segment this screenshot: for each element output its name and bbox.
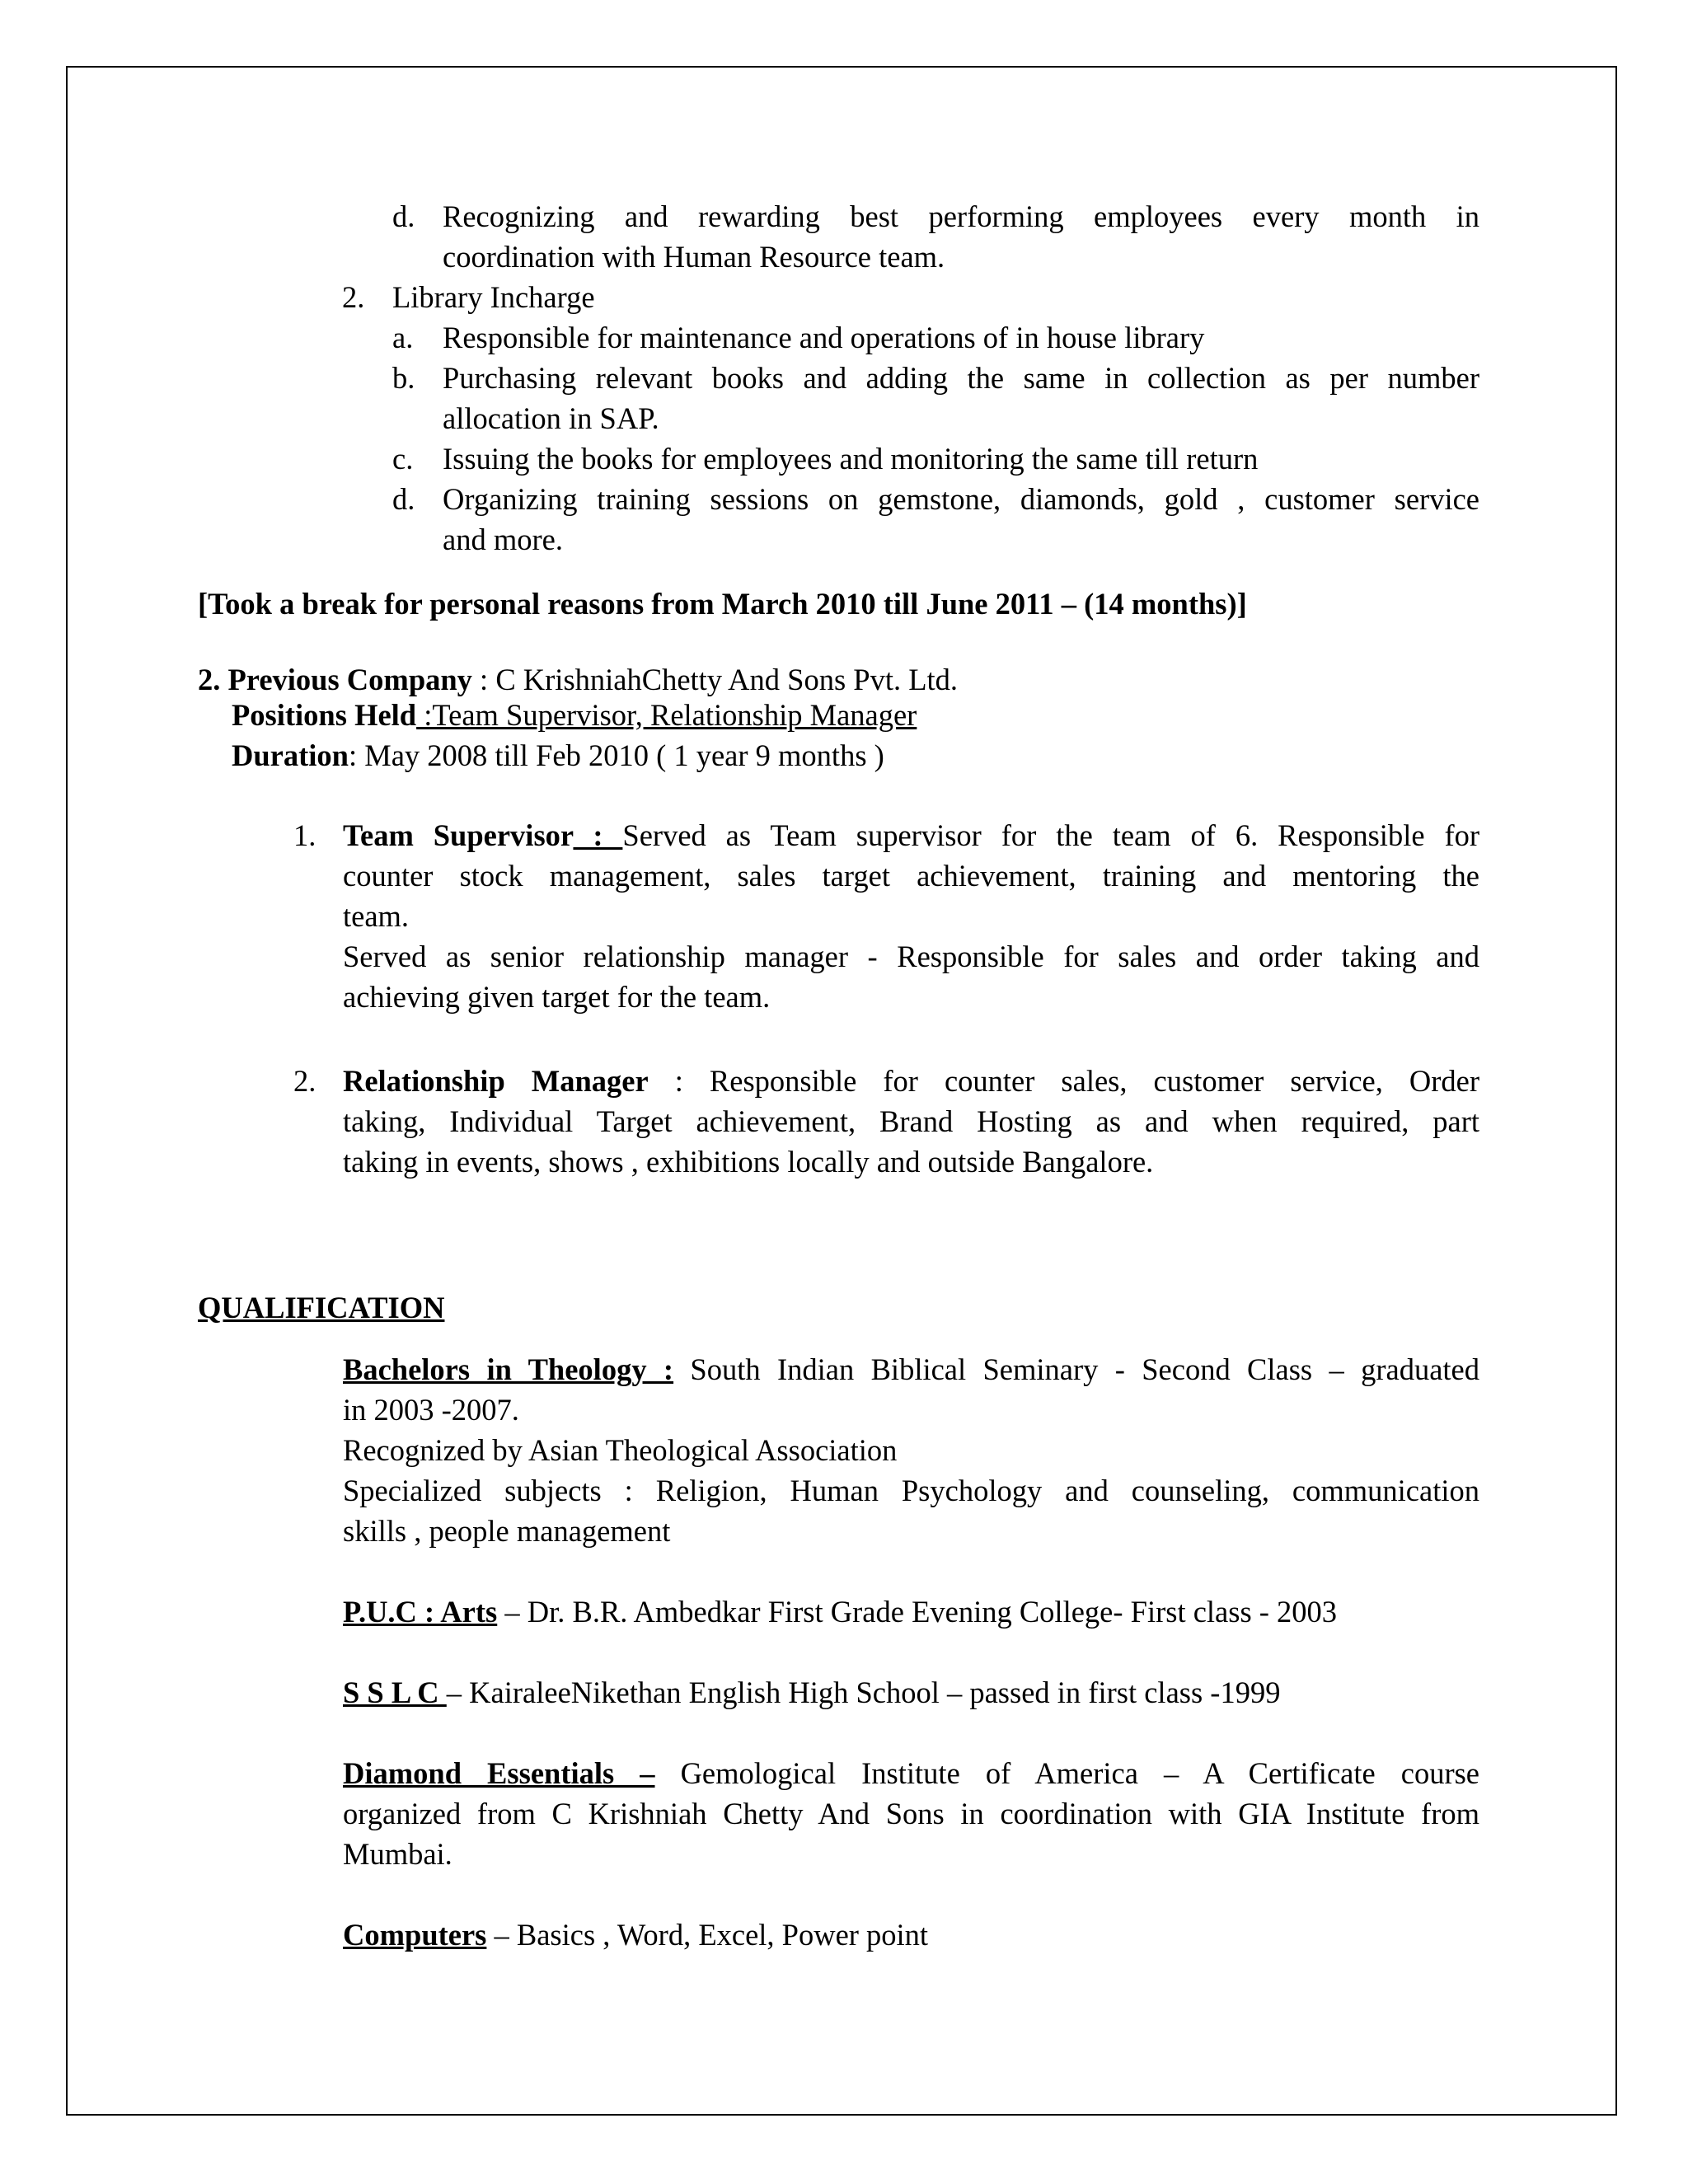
qualification-detail: – Basics , Word, Excel, Power point — [486, 1918, 929, 1952]
previous-company-line — [198, 659, 958, 700]
qualification-detail: organized from C Krishniah Chetty And Sons in coordination with GIA Institute from — [343, 1797, 1479, 1830]
duration-label: Duration — [232, 738, 349, 772]
role-team-supervisor-line — [343, 815, 1479, 855]
qualification-label: Computers — [343, 1918, 487, 1952]
list-item-text: Recognizing and rewarding best performing employees every month in — [443, 199, 1479, 233]
duration-line — [232, 735, 884, 776]
qualification-theology-line — [343, 1349, 1479, 1390]
list-item-text: Purchasing relevant books and adding the same in collection as per number — [443, 361, 1479, 395]
qualification-label: P.U.C : Arts — [343, 1595, 498, 1629]
role-description: team. — [343, 899, 410, 933]
qualification-puc-line — [343, 1591, 1337, 1632]
list-number: 1. — [293, 818, 316, 852]
qualification-label: S S L C — [343, 1675, 447, 1709]
qualification-detail: Recognized by Asian Theological Association — [343, 1433, 898, 1467]
role-description: Served as senior relationship manager - Responsible for sales and order taking and — [343, 940, 1479, 973]
positions-label: Positions Held — [232, 698, 417, 732]
positions-line — [232, 695, 917, 735]
list-marker: b. — [392, 361, 415, 395]
list-item-text: coordination with Human Resource team. — [443, 240, 945, 274]
library-title: Library Incharge — [392, 280, 595, 314]
qualification-heading: QUALIFICATION — [198, 1291, 445, 1324]
qualification-sslc-line — [343, 1672, 1280, 1713]
duration-value: : May 2008 till Feb 2010 ( 1 year 9 months ) — [348, 738, 884, 772]
qualification-detail: South Indian Biblical Seminary - Second Class – graduated — [673, 1352, 1479, 1386]
qualification-detail: skills , people management — [343, 1514, 671, 1548]
list-number: 2. — [342, 280, 365, 314]
company-value: : C KrishniahChetty And Sons Pvt. Ltd. — [471, 663, 959, 696]
role-description: achieving given target for the team. — [343, 980, 771, 1014]
list-item-text: Responsible for maintenance and operations of in house library — [443, 321, 1205, 354]
qualification-diamond-line — [343, 1753, 1479, 1793]
qualification-label: Bachelors in Theology : — [343, 1352, 674, 1386]
role-description: counter stock management, sales target achievement, training and mentoring the — [343, 859, 1479, 893]
qualification-detail: in 2003 -2007. — [343, 1393, 519, 1427]
list-marker: a. — [392, 321, 414, 354]
positions-value: :Team Supervisor, Relationship Manager — [416, 698, 917, 732]
list-item-text: allocation in SAP. — [443, 401, 659, 435]
role-description: taking in events, shows , exhibitions locally and outside Bangalore. — [343, 1145, 1154, 1179]
qualification-detail: – Dr. B.R. Ambedkar First Grade Evening College- First class - 2003 — [497, 1595, 1338, 1629]
qualification-detail: – KairaleeNikethan English High School – passed in first class -1999 — [446, 1675, 1281, 1709]
qualification-computers-line — [343, 1915, 928, 1955]
qualification-detail: Specialized subjects : Religion, Human Psychology and counseling, communication — [343, 1474, 1479, 1507]
list-marker: c. — [392, 442, 414, 476]
list-number: 2. — [293, 1064, 316, 1098]
list-item-text: Organizing training sessions on gemstone, diamonds, gold , customer service — [443, 482, 1479, 516]
role-title: Team Supervisor — [343, 818, 574, 852]
role-description: taking, Individual Target achievement, Brand Hosting as and when required, part — [343, 1104, 1479, 1138]
company-label: Previous Company — [227, 663, 472, 696]
company-number: 2. — [198, 663, 221, 696]
role-relationship-manager-line — [343, 1061, 1479, 1101]
role-description: : Responsible for counter sales, customer service, Order — [648, 1064, 1479, 1098]
list-marker: d. — [392, 482, 415, 516]
list-item-text: Issuing the books for employees and monitoring the same till return — [443, 442, 1259, 476]
qualification-detail: Mumbai. — [343, 1837, 452, 1871]
qualification-label: Diamond Essentials – — [343, 1756, 655, 1790]
career-break-note: [Took a break for personal reasons from March 2010 till June 2011 – (14 months)] — [198, 587, 1247, 621]
role-title: Relationship Manager — [343, 1064, 649, 1098]
role-separator: : — [573, 818, 623, 852]
role-description: Served as Team supervisor for the team of 6. Responsible for — [622, 818, 1480, 852]
qualification-detail: Gemological Institute of America – A Certificate course — [654, 1756, 1479, 1790]
list-item-text: and more. — [443, 523, 563, 556]
list-marker: d. — [392, 199, 415, 233]
